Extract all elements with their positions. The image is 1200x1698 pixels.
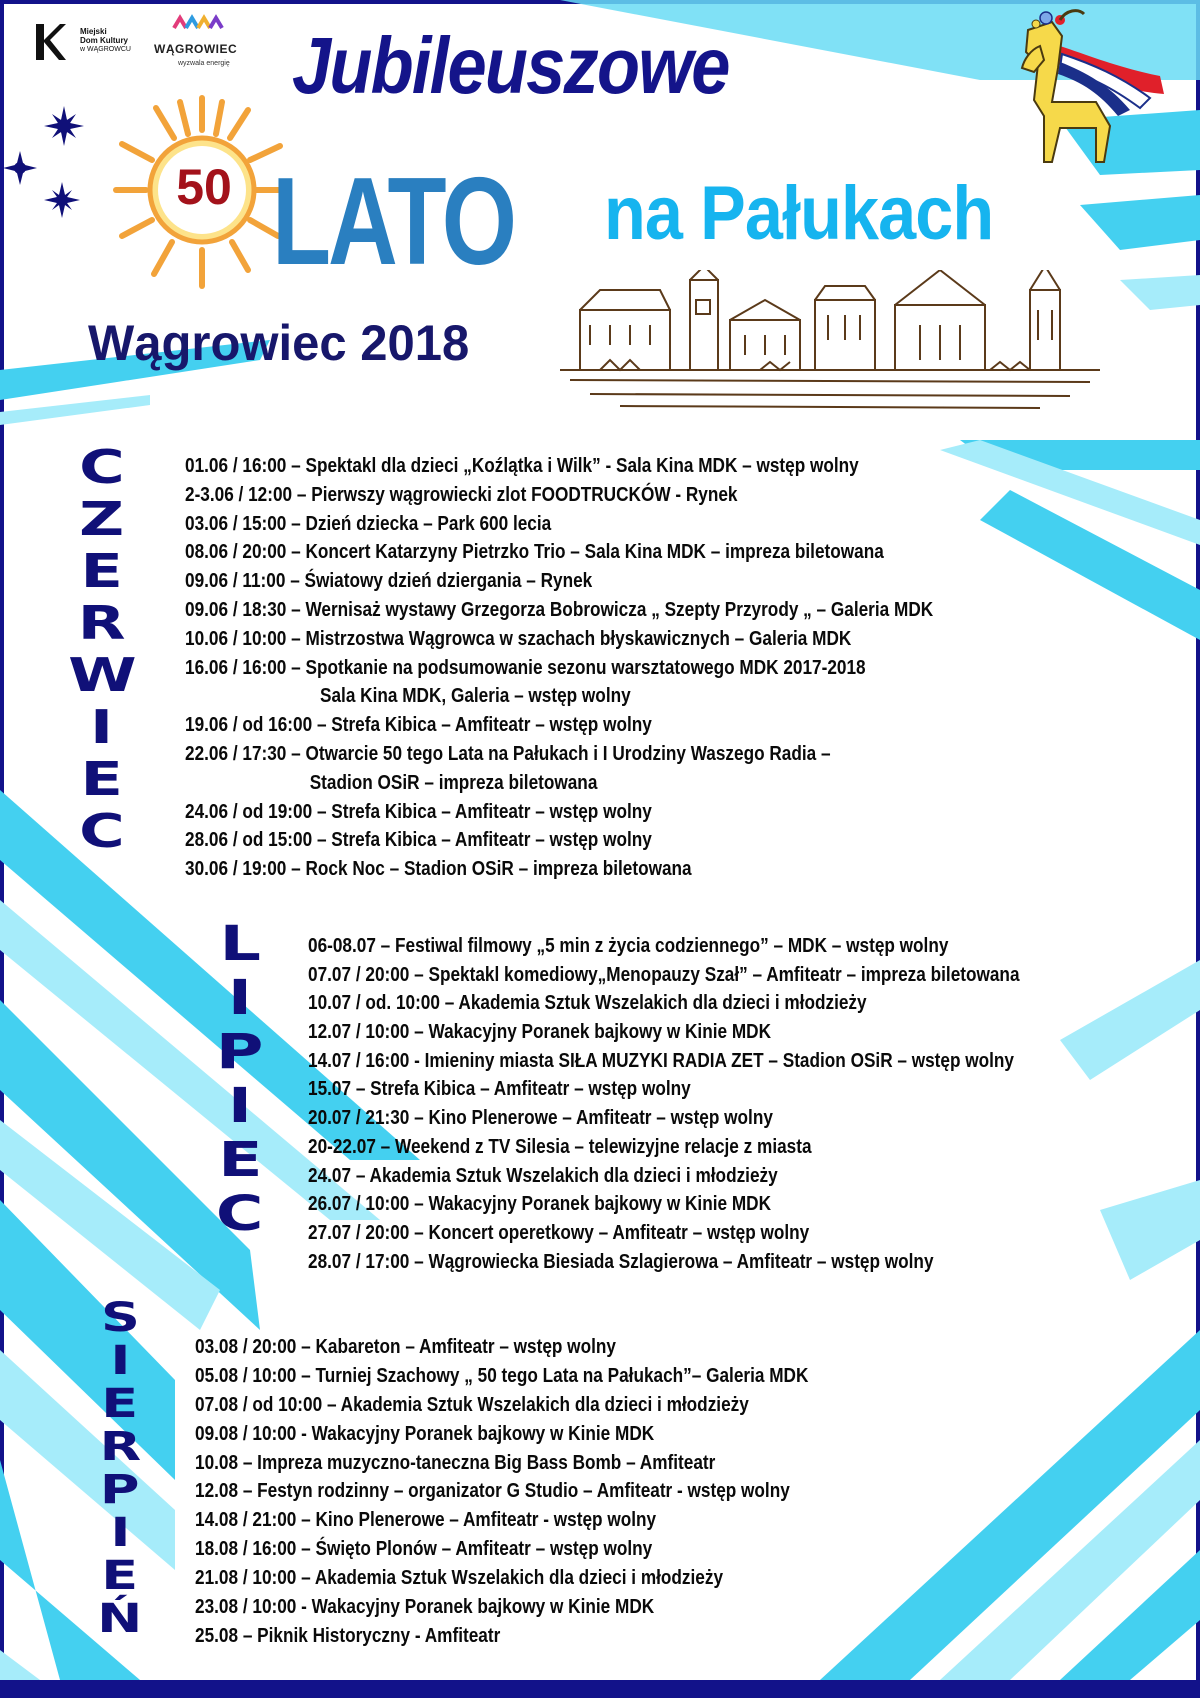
month-letter: E	[101, 1553, 139, 1599]
event-line: 28.06 / od 15:00 – Strefa Kibica – Amfiteatr – wstęp wolny	[185, 829, 652, 852]
month-letter: P	[100, 1467, 140, 1513]
event-line: 08.06 / 20:00 – Koncert Katarzyny Pietrzko Trio – Sala Kina MDK – impreza biletowana	[185, 541, 884, 564]
event-line: 27.07 / 20:00 – Koncert operetkowy – Amfiteatr – wstęp wolny	[308, 1221, 810, 1244]
event-line: 16.06 / 16:00 – Spotkanie na podsumowanie sezonu warsztatowego MDK 2017-2018	[185, 656, 866, 679]
month-letter: E	[217, 1132, 263, 1188]
month-letter: L	[219, 916, 261, 972]
event-line-continuation: Stadion OSiR – impreza biletowana	[309, 771, 598, 794]
month-letter: E	[101, 1381, 139, 1427]
event-line: 07.07 / 20:00 – Spektakl komediowy„Menopauzy Szał” – Amfiteatr – impreza biletowana	[308, 963, 1020, 986]
events-sierpien	[195, 1333, 1095, 1651]
month-letter: Z	[79, 492, 125, 546]
event-line-continuation: Sala Kina MDK, Galeria – wstęp wolny	[320, 685, 631, 708]
event-line: 23.08 / 10:00 - Wakacyjny Poranek bajkowy w Kinie MDK	[195, 1596, 655, 1619]
month-letter: P	[216, 1024, 264, 1080]
month-letter: I	[227, 1078, 253, 1134]
month-letter: C	[79, 804, 125, 858]
event-line: 01.06 / 16:00 – Spektakl dla dzieci „Koźlątka i Wilk” - Sala Kina MDK – wstęp wolny	[185, 455, 859, 477]
month-letter: I	[109, 1338, 131, 1384]
event-line: 03.06 / 15:00 – Dzień dziecka – Park 600 lecia	[185, 512, 552, 535]
event-line: 2-3.06 / 12:00 – Pierwszy wągrowiecki zlot FOODTRUCKÓW - Rynek	[185, 483, 738, 506]
event-line: 12.07 / 10:00 – Wakacyjny Poranek bajkowy w Kinie MDK	[308, 1021, 772, 1044]
event-line: 20-22.07 – Weekend z TV Silesia – telewizyjne relacje z miasta	[308, 1135, 812, 1158]
event-line: 09.06 / 11:00 – Światowy dzień dziergania – Rynek	[185, 570, 593, 593]
month-letter: R	[78, 596, 126, 650]
mdk-logo-line2: Dom Kultury	[80, 36, 128, 45]
mdk-logo-mark-icon	[34, 22, 68, 62]
sun-badge	[110, 90, 290, 310]
city-logo-name: WĄGROWIEC	[154, 42, 238, 56]
month-letter: R	[99, 1424, 141, 1470]
month-letter: E	[80, 752, 124, 806]
event-line: 14.07 / 16:00 - Imieniny miasta SIŁA MUZYKI RADIA ZET – Stadion OSiR – wstęp wolny	[308, 1049, 1015, 1072]
month-letter: E	[80, 544, 124, 598]
event-line: 07.08 / od 10:00 – Akademia Sztuk Wszelakich dla dzieci i młodzieży	[195, 1393, 749, 1416]
month-letter: Ń	[97, 1596, 143, 1642]
event-line: 20.07 / 21:30 – Kino Plenerowe – Amfiteatr – wstęp wolny	[308, 1107, 773, 1130]
event-line: 26.07 / 10:00 – Wakacyjny Poranek bajkowy w Kinie MDK	[308, 1193, 772, 1216]
event-line: 09.06 / 18:30 – Wernisaż wystawy Grzegorza Bobrowicza „ Szepty Przyrody „ – Galeria MDK	[185, 598, 934, 621]
mdk-logo	[34, 22, 144, 64]
title-city-year: Wągrowiec 2018	[88, 315, 470, 371]
town-skyline-sketch	[560, 270, 1120, 420]
goat-mascot-icon	[1000, 6, 1170, 176]
event-line: 24.07 – Akademia Sztuk Wszelakich dla dzieci i młodzieży	[308, 1164, 778, 1187]
event-line: 25.08 – Piknik Historyczny - Amfiteatr	[195, 1624, 501, 1647]
event-line: 09.08 / 10:00 - Wakacyjny Poranek bajkowy w Kinie MDK	[195, 1422, 655, 1445]
month-label-lipiec	[190, 916, 290, 1242]
event-line: 21.08 / 10:00 – Akademia Sztuk Wszelakich dla dzieci i młodzieży	[195, 1567, 724, 1590]
month-letter: I	[109, 1510, 131, 1556]
event-line: 19.06 / od 16:00 – Strefa Kibica – Amfiteatr – wstęp wolny	[185, 714, 652, 737]
mdk-logo-line3: w WĄGROWCU	[80, 46, 131, 53]
event-line: 12.08 – Festyn rodzinny – organizator G Studio – Amfiteatr - wstęp wolny	[195, 1480, 790, 1503]
anniversary-number: 50	[176, 159, 232, 215]
month-label-czerwiec	[54, 440, 150, 858]
event-line: 24.06 / od 19:00 – Strefa Kibica – Amfiteatr – wstęp wolny	[185, 800, 652, 823]
mdk-logo-line1: Miejski	[80, 27, 107, 36]
event-line: 10.08 – Impreza muzyczno-taneczna Big Bass Bomb – Amfiteatr	[195, 1451, 716, 1474]
event-line: 30.06 / 19:00 – Rock Noc – Stadion OSiR – impreza biletowana	[185, 858, 692, 881]
event-line: 22.06 / 17:30 – Otwarcie 50 tego Lata na Pałukach i I Urodziny Waszego Radia –	[185, 742, 831, 765]
event-line: 15.07 – Strefa Kibica – Amfiteatr – wstęp wolny	[308, 1078, 691, 1101]
events-czerwiec	[185, 452, 1085, 884]
event-line: 28.07 / 17:00 – Wągrowiecka Biesiada Szlagierowa – Amfiteatr – wstęp wolny	[308, 1250, 934, 1273]
month-letter: I	[227, 970, 253, 1026]
event-line: 05.08 / 10:00 – Turniej Szachowy „ 50 tego Lata na Pałukach”– Galeria MDK	[195, 1364, 809, 1387]
city-logo-slogan: wyzwala energię	[178, 60, 230, 67]
title-na-palukach: na Pałukach	[604, 171, 994, 256]
event-line: 18.08 / 16:00 – Święto Plonów – Amfiteatr – wstęp wolny	[195, 1538, 653, 1561]
wagrowiec-city-logo	[148, 14, 248, 72]
month-letter: S	[100, 1295, 140, 1341]
month-letter: W	[67, 648, 137, 702]
title-jubileuszowe: Jubileuszowe	[292, 21, 729, 110]
events-lipiec	[308, 932, 1188, 1276]
event-line: 14.08 / 21:00 – Kino Plenerowe – Amfiteatr - wstęp wolny	[195, 1509, 657, 1532]
month-label-sierpien	[70, 1295, 170, 1642]
event-line: 10.06 / 10:00 – Mistrzostwa Wągrowca w szachach błyskawicznych – Galeria MDK	[185, 627, 852, 650]
title-lato: LATO	[272, 153, 514, 291]
city-logo-waves-icon	[172, 14, 228, 36]
event-line: 06-08.07 – Festiwal filmowy „5 min z życia codziennego” – MDK – wstęp wolny	[308, 935, 949, 957]
month-letter: C	[79, 440, 125, 494]
event-line: 03.08 / 20:00 – Kabareton – Amfiteatr – wstęp wolny	[195, 1336, 616, 1358]
month-letter: C	[216, 1186, 264, 1242]
month-letter: I	[90, 700, 114, 754]
event-line: 10.07 / od. 10:00 – Akademia Sztuk Wszelakich dla dzieci i młodzieży	[308, 992, 867, 1015]
